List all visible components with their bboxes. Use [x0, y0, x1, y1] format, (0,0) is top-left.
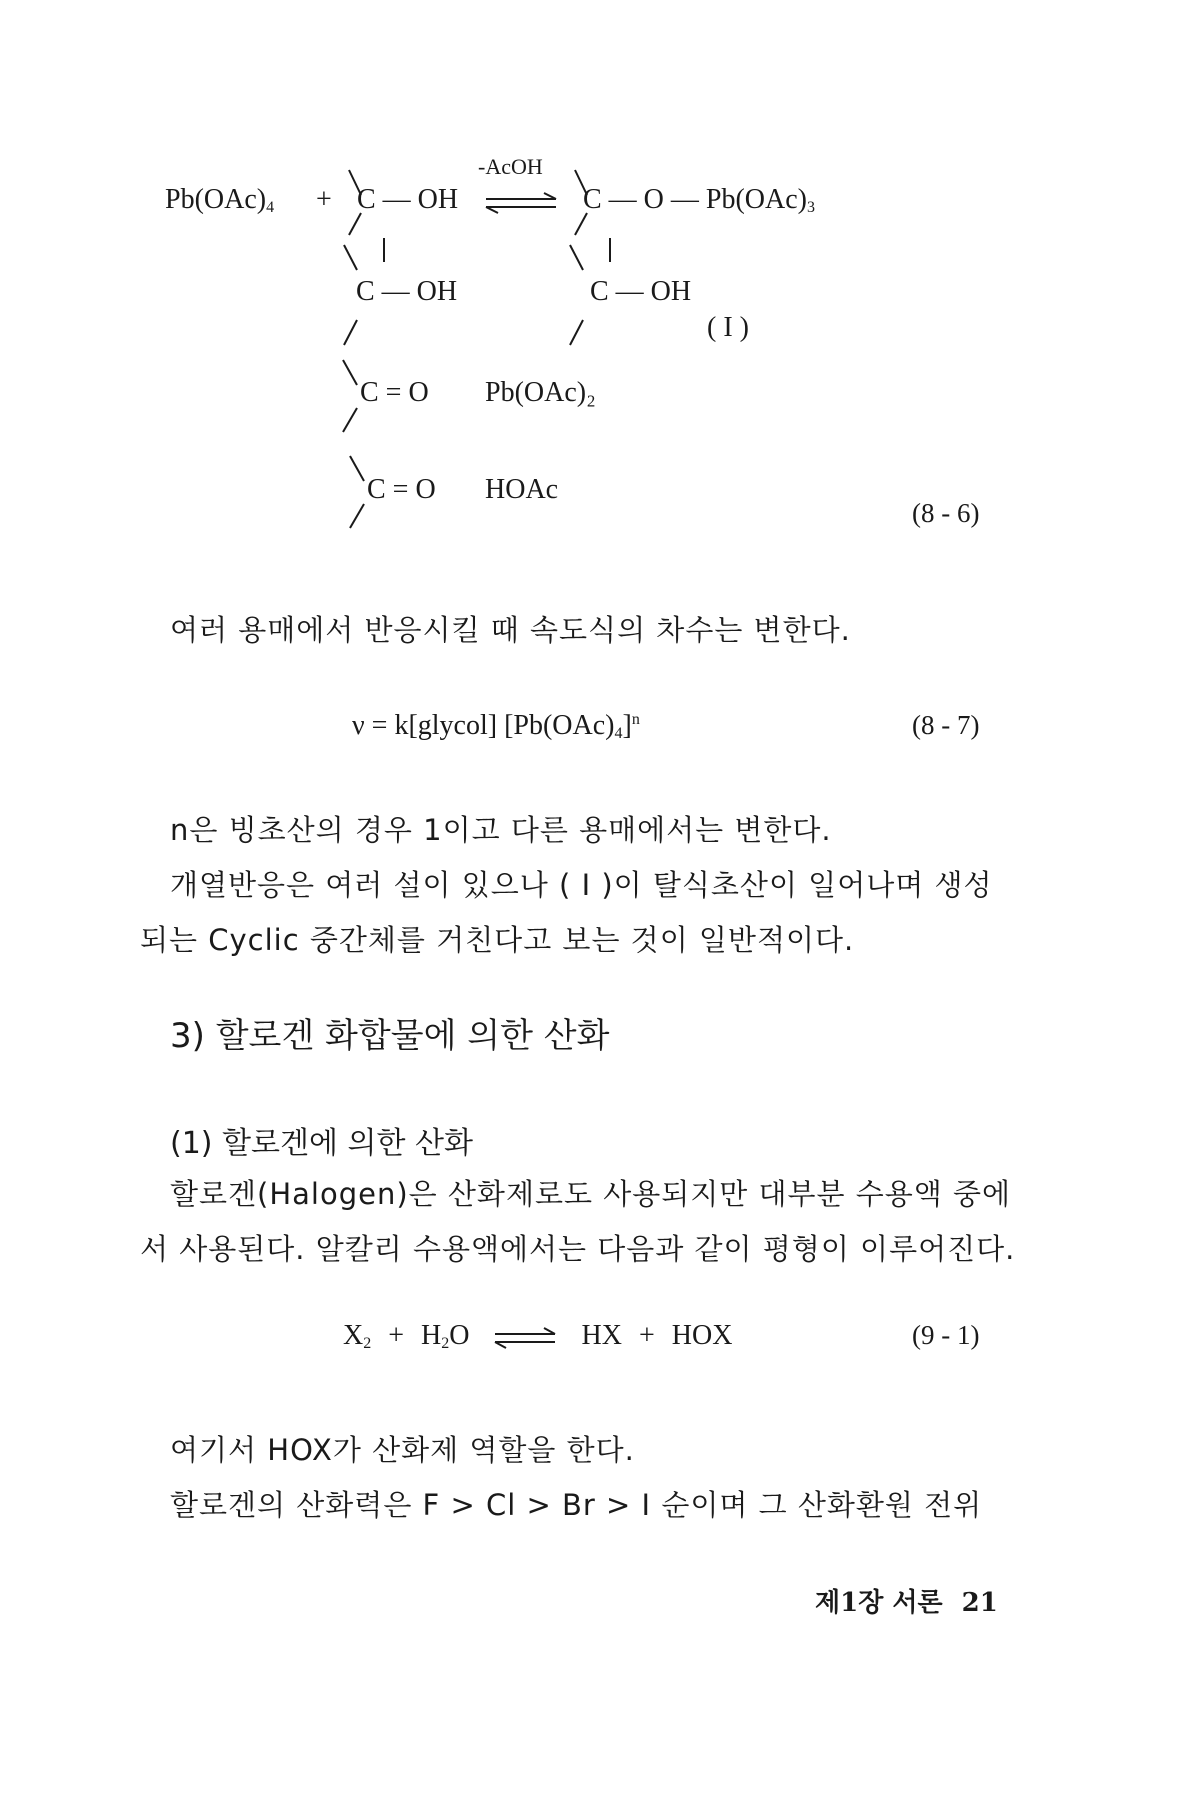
bond-line [350, 504, 364, 528]
bond-line [344, 320, 357, 345]
reagent-lead-tetraacetate: $Pb(OAc)_4$ [165, 184, 275, 216]
ketone-1: C = O [360, 377, 429, 408]
page-footer [815, 1582, 998, 1619]
ketone-2: C = O [367, 474, 436, 505]
page-number: 21 [961, 1588, 998, 1618]
bond-line [349, 213, 361, 235]
acetic-acid: HOAc [485, 474, 559, 505]
glycol-c-oh-top: C — OH [357, 184, 459, 215]
bond-line [344, 245, 357, 270]
subsection-heading: (1) 할로겐에 의한 산화 [170, 1126, 473, 1161]
section-heading: 3) 할로겐 화합물에 의한 산화 [170, 1016, 610, 1056]
rate-equation: ν = k[glycol] $[Pb(OAc)_4]^n$ [352, 710, 640, 742]
bond-line [570, 245, 583, 270]
paragraph-cleavage-line1: 개열반응은 여러 설이 있으나 ( I )이 탈식초산이 일어나며 생성 [170, 868, 993, 902]
paragraph-cleavage-line2: 되는 Cyclic 중간체를 거친다고 보는 것이 일반적이다. [140, 923, 855, 957]
bond-line [570, 320, 583, 345]
paragraph-halogen-line1: 할로겐(Halogen)은 산화제로도 사용되지만 대부분 수용액 중에 [170, 1177, 1012, 1211]
ester-product: C — O — $Pb(OAc)_3$ [583, 184, 815, 216]
equation-number-9-1: (9 - 1) [912, 1320, 980, 1350]
paragraph-n-value: n은 빙초산의 경우 1이고 다른 용매에서는 변한다. [170, 813, 832, 847]
equation-number-8-6: (8 - 6) [912, 498, 980, 528]
bond-line [343, 360, 357, 385]
equation-number-8-7: (8 - 7) [912, 710, 980, 740]
compound-label-I: ( I ) [707, 312, 749, 343]
equilibrium-arrow-icon [491, 1326, 561, 1350]
arrow-label-acoh: -AcOH [478, 154, 543, 179]
plus-sign: + [316, 184, 332, 215]
halogen-equilibrium-equation: $X_2 + H_2O$ HX + HOX [343, 1320, 733, 1352]
glycol-c-oh-bottom: C — OH [356, 276, 458, 307]
chapter-label: 제1장 서론 [815, 1588, 943, 1618]
paragraph-rate-order: 여러 용매에서 반응시킬 때 속도식의 차수는 변한다. [170, 613, 851, 647]
ester-c-oh-bottom: C — OH [590, 276, 692, 307]
lead-diacetate: Pb(OAc)₂ [485, 377, 596, 408]
bond-line [343, 408, 357, 432]
paragraph-halogen-line2: 서 사용된다. 알칼리 수용액에서는 다음과 같이 평형이 이루어진다. [140, 1232, 1016, 1266]
paragraph-hox-role: 여기서 HOX가 산화제 역할을 한다. [170, 1433, 635, 1467]
paragraph-oxidizing-power: 할로겐의 산화력은 F > Cl > Br > I 순이며 그 산화환원 전위 [170, 1488, 983, 1522]
bond-line [350, 456, 364, 481]
